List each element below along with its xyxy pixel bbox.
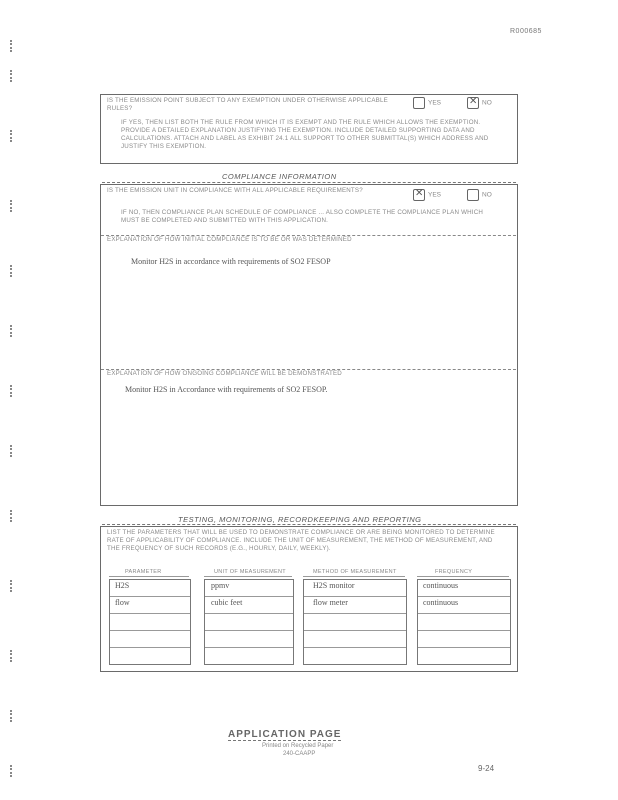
- table-cell: continuous: [423, 581, 459, 590]
- column-header-method: METHOD OF MEASUREMENT: [313, 569, 397, 575]
- compliance-yes-checkbox[interactable]: [413, 189, 425, 201]
- table-cell: continuous: [423, 598, 459, 607]
- exemption-no-checkbox[interactable]: [467, 97, 479, 109]
- exemption-yes-option[interactable]: YES: [413, 97, 441, 109]
- exemption-instructions: IF YES, THEN LIST BOTH THE RULE FROM WHICH IT IS EXEMPT AND THE RULE WHICH ALLOWS THE EXEMPTION. PROVIDE A DETAILED EXPLANATION JUSTIFYING THE EXEMPTION. INCLUDE DETAILED SUPPORTING DATA AND CALCULATIONS. ATTACH AND LABEL AS EXHIBIT 24.1 ALL SUPPORT TO OTHER SUBMITTAL(S) WHICH ADDRESS AND JUSTIFY THIS EXEMPTION.: [121, 119, 489, 150]
- compliance-section: [100, 184, 518, 506]
- document-id: R000685: [510, 28, 542, 35]
- compliance-instructions: IF NO, THEN COMPLIANCE PLAN SCHEDULE OF COMPLIANCE ... ALSO COMPLETE THE COMPLIANCE PLAN WHICH MUST BE COMPLETED AND SUBMITTED WITH THIS APPLICATION.: [121, 209, 484, 224]
- footer-recycled-note: Printed on Recycled Paper: [262, 743, 334, 749]
- exemption-yes-checkbox[interactable]: [413, 97, 425, 109]
- monitoring-title: TESTING, MONITORING, RECORDKEEPING AND REPORTING: [178, 515, 422, 524]
- ongoing-compliance-text: Monitor H2S in Accordance with requirements of SO2 FESOP.: [125, 385, 328, 394]
- page-number: 9-24: [478, 764, 495, 773]
- exemption-question: IS THE EMISSION POINT SUBJECT TO ANY EXEMPTION UNDER OTHERWISE APPLICABLE RULES?: [107, 97, 388, 112]
- monitoring-instructions: LIST THE PARAMETERS THAT WILL BE USED TO DEMONSTRATE COMPLIANCE OR ARE BEING MONITORED TO DETERMINE RATE OF APPLICABILITY OF COMPLIANCE. INCLUDE THE UNIT OF MEASUREMENT, THE METHOD OF MEASUREMENT, AND THE FREQUENCY OF SUCH RECORDS (E.G., HOURLY, DAILY, WEEKLY).: [107, 529, 495, 552]
- column-header-parameter: PARAMETER: [125, 569, 162, 575]
- frequency-column: [417, 579, 511, 665]
- compliance-no-checkbox[interactable]: [467, 189, 479, 201]
- table-cell: flow: [115, 598, 130, 607]
- column-header-frequency: FREQUENCY: [435, 569, 473, 575]
- table-cell: H2S: [115, 581, 130, 590]
- compliance-no-option[interactable]: NO: [467, 189, 492, 201]
- exemption-section: [100, 94, 518, 164]
- compliance-title: COMPLIANCE INFORMATION: [222, 172, 337, 181]
- column-header-rule: [204, 576, 292, 577]
- parameter-column: [109, 579, 191, 665]
- compliance-question: IS THE EMISSION UNIT IN COMPLIANCE WITH ALL APPLICABLE REQUIREMENTS?: [107, 187, 363, 194]
- table-cell: H2S monitor: [313, 581, 355, 590]
- initial-compliance-heading: EXPLANATION OF HOW INITIAL COMPLIANCE IS TO BE OR WAS DETERMINED: [107, 236, 352, 243]
- initial-compliance-text: Monitor H2S in accordance with requirements of SO2 FESOP: [131, 257, 331, 266]
- compliance-yes-option[interactable]: ✕YES: [413, 189, 441, 201]
- column-header-rule: [303, 576, 405, 577]
- column-header-unit: UNIT OF MEASUREMENT: [214, 569, 286, 575]
- ongoing-compliance-heading: EXPLANATION OF HOW ONGOING COMPLIANCE WILL BE DEMONSTRATED: [107, 370, 342, 377]
- exemption-no-option[interactable]: ✕ NO: [467, 97, 492, 109]
- footer-form-number: 240-CAAPP: [283, 751, 316, 757]
- footer-title: APPLICATION PAGE: [228, 729, 342, 740]
- method-column: [303, 579, 407, 665]
- binder-edge-marks: [2, 40, 24, 800]
- column-header-rule: [109, 576, 189, 577]
- table-cell: flow meter: [313, 598, 348, 607]
- column-header-rule: [417, 576, 509, 577]
- compliance-title-rule: [102, 182, 516, 183]
- unit-column: [204, 579, 294, 665]
- monitoring-title-rule: [102, 524, 516, 525]
- monitoring-section: [100, 526, 518, 672]
- table-cell: ppmv: [211, 581, 230, 590]
- table-cell: cubic feet: [211, 598, 243, 607]
